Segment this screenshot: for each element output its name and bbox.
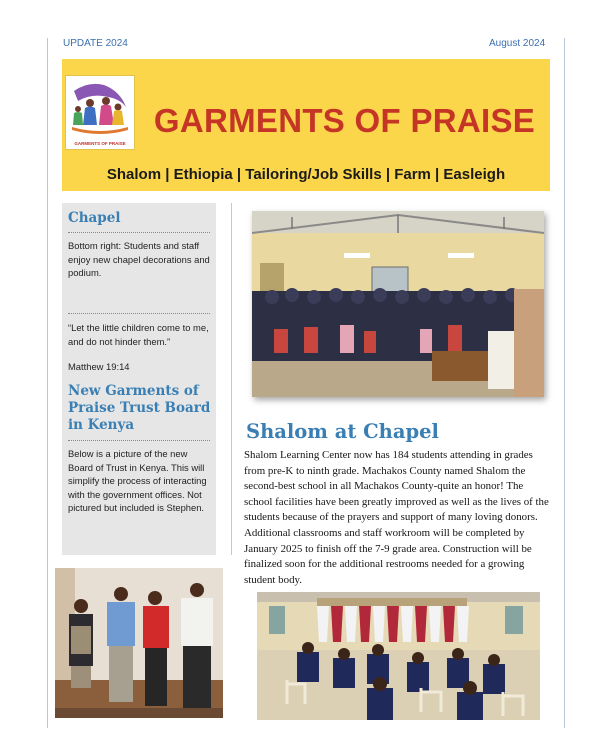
bible-quote: “Let the little children come to me, and do not hinder them.” <box>68 322 209 347</box>
logo-figures-icon <box>68 77 132 139</box>
article-title: Shalom at Chapel <box>246 420 439 443</box>
trust-board-photo <box>55 568 223 718</box>
chapel-congregation-photo <box>252 211 544 397</box>
students-in-chapel-photo <box>257 592 540 720</box>
issue-date: August 2024 <box>489 38 546 49</box>
sidebar-divider <box>68 313 210 314</box>
chapel-caption: Bottom right: Students and staff enjoy new chapel decorations and podium. <box>68 240 210 278</box>
logo-caption: GARMENTS OF PRAISE <box>74 141 126 146</box>
masthead-title: GARMENTS OF PRAISE <box>153 102 536 139</box>
article-body: Shalom Learning Center now has 184 students attending in grades from pre-K to ninth grade. Machakos County named Shalom the second-best school in all Machakos County-quite an honor! The school facilities have been greatly improved as well as the lives of the students because of the prayers and support of many loving donors. Additional classrooms and staff workroom will be completed by January 2025 to finish off the 7-9 grade area. Construction will be finalized soon for the additional restrooms needed for a growing student body. <box>244 449 549 586</box>
trust-board-text: Below is a picture of the new Board of Trust in Kenya. This will simplify the process of interacting with the government offices. Not pictured but included is Stephen. <box>68 448 207 513</box>
masthead-banner <box>62 59 550 191</box>
sidebar-divider <box>68 232 210 233</box>
issue-label: UPDATE 2024 <box>63 38 128 49</box>
bible-reference: Matthew 19:14 <box>68 361 130 372</box>
chapel-heading: Chapel <box>68 210 121 226</box>
sidebar <box>62 203 216 555</box>
column-divider <box>231 203 232 555</box>
masthead-subtitle: Shalom | Ethiopia | Tailoring/Job Skills | Farm | Easleigh <box>106 166 506 183</box>
logo <box>65 75 135 150</box>
sidebar-divider <box>68 440 210 441</box>
trust-board-heading: New Garments of Praise Trust Board in Kenya <box>68 383 211 433</box>
